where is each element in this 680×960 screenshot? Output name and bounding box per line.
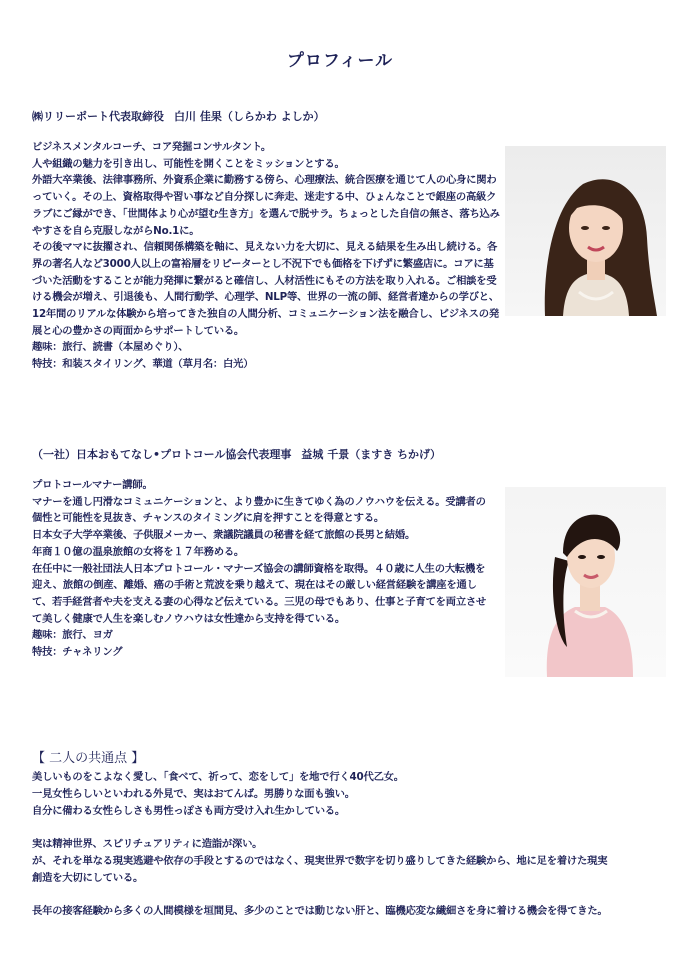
common-para-1	[32, 769, 617, 819]
person2-header	[32, 447, 441, 463]
person1-name: 白川 佳果（しらかわ よしか）	[174, 110, 325, 123]
common-para-2	[32, 836, 617, 886]
bio-line: 特技：チャネリング	[32, 646, 123, 659]
bio-line: 日本女子大学卒業後、子供服メーカー、衆議院議員の秘書を経て旅館の長男と結婚。	[32, 529, 416, 542]
common-line: 自分に備わる女性らしさも男性っぽさも両方受け入れ生かしている。	[32, 804, 346, 817]
bio-line: 外語大卒業後、法律事務所、外資系企業に勤務する傍ら、心理療法、統合医療を通じて人の心身に関わっていく。その上、資格取得や習い事など自分探しに奔走、迷走する中、ひょんなことで銀座の高級クラブにご縁ができ、「世間体より心が望む生き方」を選んで脱サラ。ちょっとした自信の無さ、落ち込みやすさを自ら克服しながらNo.1に。	[32, 174, 500, 237]
person1-bio-tail	[32, 339, 617, 372]
common-heading: 【 二人の共通点 】	[32, 751, 145, 766]
page-title: プロフィール	[286, 51, 394, 71]
common-para-3	[32, 903, 617, 920]
bio-line: その後ママに抜擢され、信頼関係構築を軸に、見えない力を大切に、見える結果を生み出し続ける。各界の著名人など3000人以上の富裕層をリピーターとし不況下でも価格を下げずに繁盛店に。コアに基づいた活動をすることが能力発揮に繋がると確信し、人材活性にもその方法を取り入れる。ご相談を受ける機会が増え、引退後も、人間行動学、心理学、NLP等、世界の一流の師、経営者達からの学びと、12年間のリアルな体験から培ってきた独自の人間分析、コミュニケーション法を融合し、ビジネスの発展と心の豊かさの両面からサポートしている。	[32, 241, 500, 337]
bio-line: 趣味：旅行、読書（本屋めぐり）、	[32, 341, 189, 353]
person1-bio	[32, 139, 502, 339]
bio-line: マナーを通し円滑なコミュニケーションと、より豊かに生きてゆく為のノウハウを伝える。受講者の個性と可能性を見抜き、チャンスのタイミングに肩を押すことを得意とする。	[32, 495, 486, 525]
bio-line: 趣味：旅行、ヨガ	[32, 629, 113, 642]
bio-line: 在任中に一般社団法人日本プロトコール・マナーズ協会の講師資格を取得。４０歳に人生の大転機を迎え、旅館の倒産、離婚、癌の手術と荒波を乗り越えて、現在はその厳しい経営経験を講座を通して、若手経営者や夫を支える妻の心得など伝えている。三児の母でもあり、仕事と子育てを両立させて美しく健康で人生を楽しむノウハウは女性達から支持を得ている。	[32, 562, 487, 625]
portrait-image	[505, 146, 666, 316]
common-line: 実は精神世界、スピリチュアリティに造詣が深い。	[32, 838, 263, 850]
bio-line: ビジネスメンタルコーチ、コア発掘コンサルタント。	[32, 141, 272, 153]
common-line: 長年の接客経験から多くの人間模様を垣間見、多少のことでは動じない肝と、臨機応変な繊細さを身に着ける機会を得てきた。	[32, 905, 608, 917]
person2-photo	[505, 487, 666, 677]
bio-line: 特技：和装スタイリング、華道（草月名：白光）	[32, 357, 254, 370]
person2-bio	[32, 477, 494, 661]
bio-line: 人や組織の魅力を引き出し、可能性を開くことをミッションとする。	[32, 157, 345, 170]
person1-role: ㈱リリーポート代表取締役	[32, 110, 164, 123]
person2-name: 益城 千景（ますき ちかげ）	[301, 448, 442, 461]
person1-photo	[505, 146, 666, 316]
person2-role: （一社）日本おもてなし•プロトコール協会代表理事	[32, 448, 292, 461]
portrait-image	[505, 487, 666, 677]
common-line: が、それを単なる現実逃避や依存の手段とするのではなく、現実世界で数字を切り盛りしてきた経験から、地に足を着けた現実創造を大切にしている。	[32, 854, 608, 884]
bio-line: 年商１０億の温泉旅館の女将を１７年務める。	[32, 545, 245, 558]
bio-line: プロトコールマナー講師。	[32, 479, 153, 491]
common-line: 美しいものをこよなく愛し、「食べて、祈って、恋をして」を地で行く40代乙女。	[32, 771, 404, 783]
person1-header	[32, 109, 325, 125]
common-line: 一見女性らしいといわれる外見で、実はおてんば。男勝りな面も強い。	[32, 787, 355, 800]
